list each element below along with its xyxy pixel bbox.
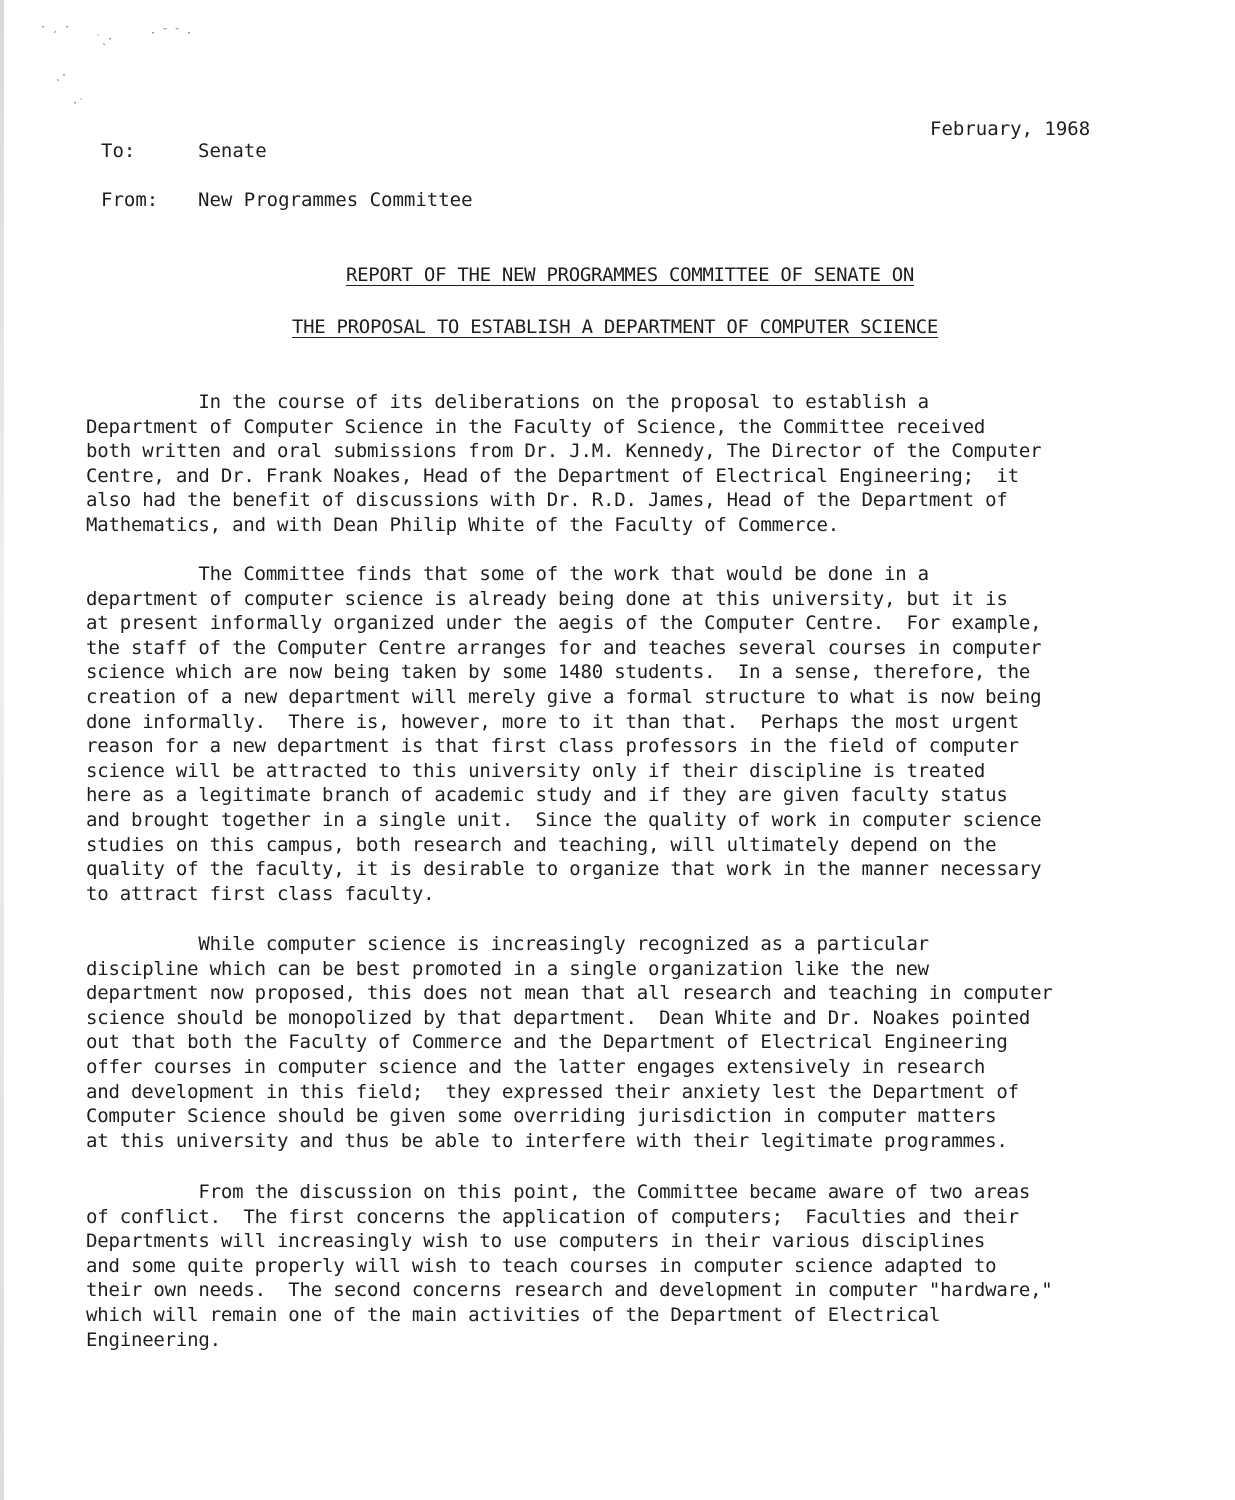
scan-speck: · ˏ · <box>40 22 71 33</box>
paragraph-line: both written and oral submissions from Dr. J.M. Kennedy, The Director of the Computer <box>86 440 1042 463</box>
memo-date: February, 1968 <box>930 118 1091 140</box>
scan-speck: ˎ· <box>55 70 68 81</box>
paragraph-line: science will be attracted to this university only if their discipline is treated <box>86 759 986 782</box>
paragraph-line: While computer science is increasingly recognized as a particular <box>86 933 929 955</box>
paragraph-line: Engineering. <box>86 1328 221 1351</box>
paragraph-line: out that both the Faculty of Commerce and the Department of Electrical Engineering <box>86 1031 1008 1054</box>
scan-speck: ˙ˎ· <box>95 34 114 45</box>
paragraph-3 <box>86 932 1146 1153</box>
paragraph-line: at this university and thus be able to interfere with their legitimate programmes. <box>86 1129 1008 1152</box>
paragraph-line: of conflict. The first concerns the application of computers; Faculties and their <box>86 1205 1019 1228</box>
paragraph-line: In the course of its deliberations on the proposal to establish a <box>86 391 929 413</box>
paragraph-line: creation of a new department will merely give a formal structure to what is now being <box>86 685 1042 708</box>
paragraph-line: discipline which can be best promoted in a single organization like the new <box>86 957 929 980</box>
paragraph-line: Computer Science should be given some overriding jurisdiction in computer matters <box>86 1105 997 1128</box>
paragraph-line: done informally. There is, however, more to it than that. Perhaps the most urgent <box>86 710 1019 733</box>
paragraph-line: studies on this campus, both research and teaching, will ultimately depend on the <box>86 833 997 856</box>
paragraph-line: to attract first class faculty. <box>86 882 435 905</box>
report-title-line-1: REPORT OF THE NEW PROGRAMMES COMMITTEE OF SENATE ON <box>345 264 915 286</box>
scan-speck: · ˉ ˉ · <box>150 28 193 39</box>
paragraph-line: reason for a new department is that first class professors in the field of computer <box>86 735 1019 758</box>
paragraph-line: also had the benefit of discussions with Dr. R.D. James, Head of the Department of <box>86 489 1008 512</box>
paragraph-line: science should be monopolized by that department. Dean White and Dr. Noakes pointed <box>86 1006 1031 1029</box>
paragraph-line: science which are now being taken by some 1480 students. In a sense, therefore, the <box>86 661 1031 684</box>
paragraph-1 <box>86 390 1146 538</box>
paragraph-line: at present informally organized under the aegis of the Computer Centre. For example, <box>86 612 1042 635</box>
to-label: To: <box>101 140 136 162</box>
scan-edge <box>0 0 4 1500</box>
paragraph-line: department now proposed, this does not mean that all research and teaching in computer <box>86 982 1053 1005</box>
paragraph-line: and development in this field; they expressed their anxiety lest the Department of <box>86 1080 1019 1103</box>
paragraph-4 <box>86 1180 1146 1352</box>
from-value: New Programmes Committee <box>198 189 473 211</box>
paragraph-line: offer courses in computer science and the latter engages extensively in research <box>86 1055 986 1078</box>
paragraph-line: department of computer science is already being done at this university, but it is <box>86 587 1008 610</box>
paragraph-line: and brought together in a single unit. Since the quality of work in computer science <box>86 808 1042 831</box>
scan-speck: ·˙ <box>72 98 85 109</box>
paragraph-line: Departments will increasingly wish to use computers in their various disciplines <box>86 1230 986 1253</box>
report-title-line-2: THE PROPOSAL TO ESTABLISH A DEPARTMENT OF COMPUTER SCIENCE <box>291 316 939 338</box>
paragraph-line: Centre, and Dr. Frank Noakes, Head of the Department of Electrical Engineering; it <box>86 464 1019 487</box>
paragraph-line: From the discussion on this point, the Committee became aware of two areas <box>86 1181 1031 1203</box>
paragraph-line: The Committee finds that some of the work that would be done in a <box>86 563 929 585</box>
from-label: From: <box>101 189 159 211</box>
paragraph-line: their own needs. The second concerns research and development in computer "hardware," <box>86 1279 1053 1302</box>
paragraph-line: and some quite properly will wish to teach courses in computer science adapted to <box>86 1254 997 1277</box>
paragraph-line: Mathematics, and with Dean Philip White of the Faculty of Commerce. <box>86 513 840 536</box>
paragraph-line: quality of the faculty, it is desirable to organize that work in the manner necessary <box>86 858 1042 881</box>
paragraph-line: the staff of the Computer Centre arranges for and teaches several courses in computer <box>86 636 1042 659</box>
paragraph-line: Department of Computer Science in the Faculty of Science, the Committee received <box>86 415 986 438</box>
paragraph-line: here as a legitimate branch of academic study and if they are given faculty status <box>86 784 1008 807</box>
to-value: Senate <box>198 140 267 162</box>
paragraph-2 <box>86 562 1146 906</box>
paragraph-line: which will remain one of the main activities of the Department of Electrical <box>86 1303 941 1326</box>
